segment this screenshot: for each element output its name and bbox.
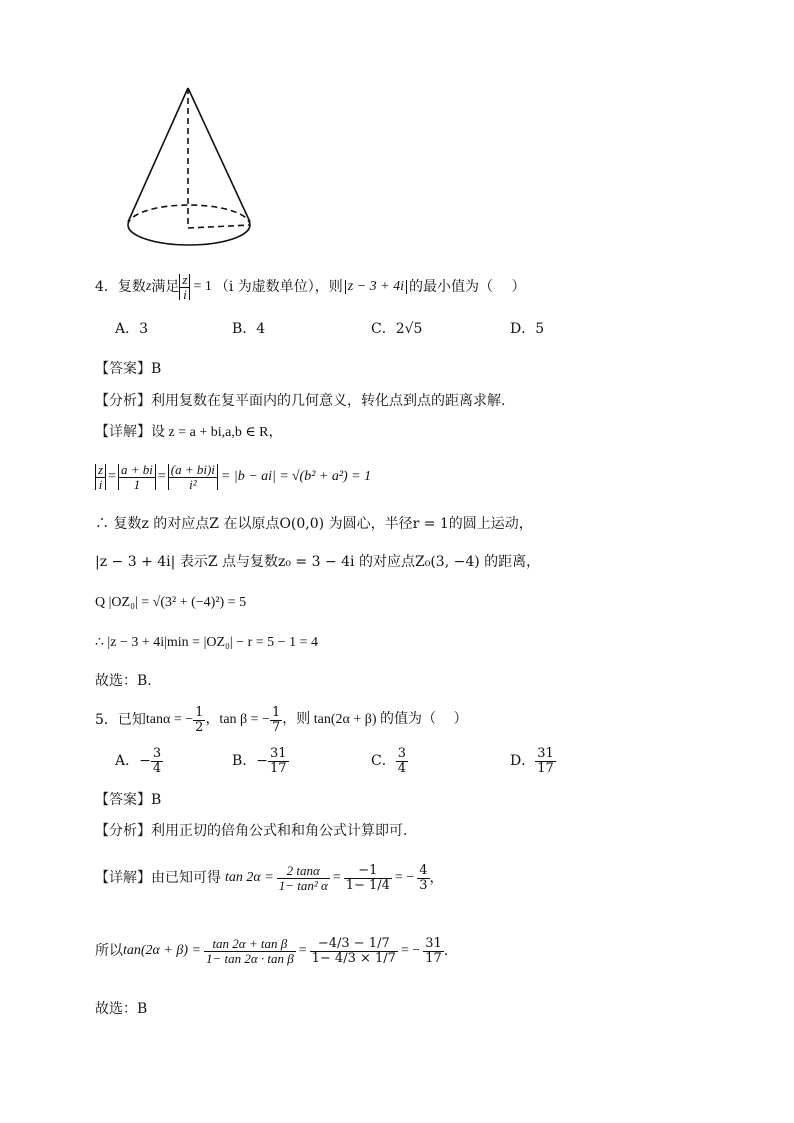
q4-analysis: 【分析】利用复数在复平面内的几何意义，转化点到点的距离求解. (95, 393, 506, 409)
q4-number: 4． (95, 279, 118, 295)
base-back-dashed (128, 205, 250, 225)
q4-option-d: D．5 (510, 321, 545, 337)
q4-detail-line4: |z − 3 + 4i| 表示Z 点与复数z₀ = 3 − 4i 的对应点Z₀(3, −4) 的距离， (95, 554, 541, 570)
abs-bar (105, 464, 106, 490)
cone-drawing (128, 88, 250, 245)
cone-figure (120, 80, 260, 250)
q4-cond-fraction: $\frac{z}{i}$ (182, 271, 188, 302)
q5-analysis: 【分析】利用正切的倍角公式和和角公式计算即可. (95, 823, 408, 839)
q4-detail-line6: ∴ |z − 3 + 4i|min = |OZ₀| − r = 5 − 1 = 4 (95, 635, 318, 650)
q4-text-a: 复数 (117, 279, 146, 295)
q4-answer: 【答案】B (95, 361, 162, 377)
q4-option-a: A．3 (115, 321, 149, 337)
q4-abs-expr: z − 3 + 4i (345, 280, 407, 294)
q4-text-b: 满足 (151, 279, 180, 295)
abs-bar-right (189, 274, 190, 300)
q4-detail-line5: Q |OZ₀| = √(3² + (−4)²) = 5 (95, 595, 247, 610)
q5-answer: 【答案】B (95, 792, 162, 808)
q5-option-d: D． $\frac{31}{17}$ (510, 745, 554, 776)
q5-option-a: A． − $\frac{3}{4}$ (115, 745, 162, 776)
q5-number: 5． (95, 712, 118, 728)
q5-option-b: B． − $\frac{31}{17}$ (232, 745, 287, 776)
q4-option-c: C．2√5 (371, 321, 423, 337)
q4-detail-line2: $\frac{z}{i}$ = $\frac{a + bi}{1}$ = $\frac{(a + bi)i}{\text{i²}}$ = |b − ai| = √(b² + a²) = 1 (95, 458, 371, 496)
q4-var-z: z (145, 279, 152, 294)
q5-detail: 【详解】 由已知可得 tan 2α = $\frac{2 \tan\alpha}{\text{1− tan² α}}$ = $\frac{-1}{1- 1/4}$ = − $\frac{4}{3}$ ， (95, 862, 444, 893)
q4-detail-line3: ∴ 复数z 的对应点Z 在以原点O(0,0) 为圆心，半径r = 1的圆上运动， (95, 516, 533, 532)
q4-cond-eq: = 1 (193, 279, 212, 294)
cone-radius-dashed (188, 225, 250, 228)
abs-bar (217, 464, 218, 490)
q4-conclusion: 故选：B. (95, 673, 152, 689)
q4-option-b: B．4 (232, 321, 266, 337)
abs-bar (155, 464, 156, 490)
cone-right-edge (188, 88, 250, 222)
q5-stem: 5． 已知 tanα = − $\frac{1}{2}$ ，tan β = − $\frac{1}{7}$ ，则 tan(2α + β) 的值为（ ） (95, 704, 468, 735)
q5-option-c: C． $\frac{3}{4}$ (371, 745, 406, 776)
q4-paren-note: （i 为虚数单位），则 (214, 279, 343, 295)
q5-so: 所以 tan(2α + β) = $\frac{\text{tan 2α + tan β}}{\text{1− tan 2α · tan β}}$ = $\frac{-4/3 - 1/7}{1- 4/3 \times 1/7}$ = − $\frac{31}{17}$ . (95, 935, 449, 966)
q5-conclusion: 故选：B (95, 1001, 148, 1017)
cone-left-edge (128, 88, 188, 222)
q4-tail: 的最小值为（ ） (409, 279, 526, 295)
q4-detail-line1: 【详解】设 z = a + bi,a,b ∈ R， (95, 424, 283, 440)
q4-stem (95, 272, 525, 302)
